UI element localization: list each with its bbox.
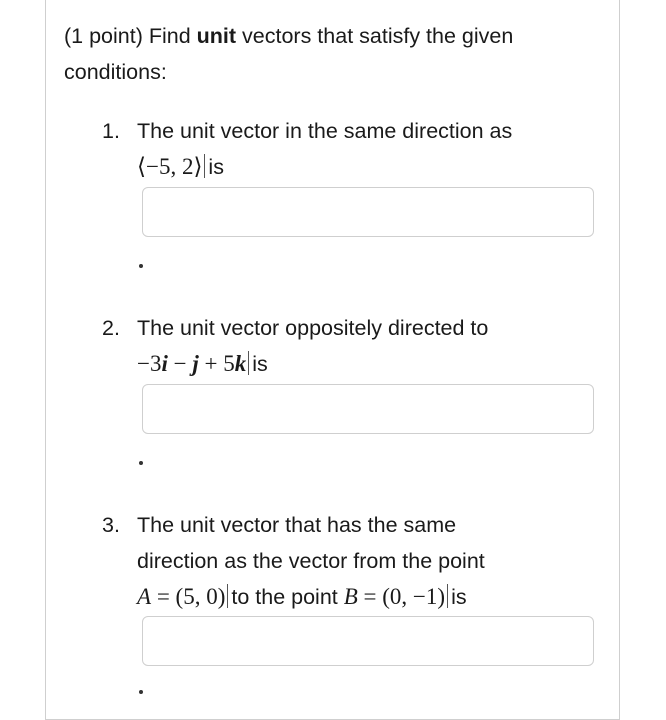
problem-2-text — [137, 310, 607, 382]
period-dot-1 — [139, 264, 143, 268]
problem-3-after: is — [451, 585, 467, 609]
math-minus: − — [167, 351, 193, 376]
answer-3-input[interactable] — [142, 616, 594, 666]
math-point-a-value: = (5, 0) — [151, 584, 226, 609]
problem-1-text — [137, 113, 607, 185]
problem-1-math: ⟨−5, 2⟩ — [137, 154, 203, 179]
problem-2-line2 — [137, 346, 607, 382]
math-coef-3: −3 — [137, 351, 162, 376]
problem-3-line1: The unit vector that has the same — [137, 513, 457, 537]
math-cursor-bar — [447, 584, 448, 608]
math-plus-5: + 5 — [198, 351, 235, 376]
math-cursor-bar — [204, 154, 205, 178]
problem-3-line2: direction as the vector from the point — [137, 549, 485, 573]
problem-3-number: 3. — [102, 513, 120, 537]
problem-3-text — [137, 507, 607, 615]
answer-2-input[interactable] — [142, 384, 594, 434]
period-dot-3 — [139, 690, 143, 694]
problem-1-after: is — [208, 155, 224, 179]
math-vector-j: j — [192, 351, 199, 376]
math-cursor-bar — [248, 351, 249, 375]
problem-3-middle: to the point — [231, 585, 338, 609]
intro-bold-word: unit — [196, 24, 237, 48]
math-point-a-var: A — [137, 584, 152, 609]
problem-2-number: 2. — [102, 316, 120, 340]
period-dot-2 — [139, 461, 143, 465]
answer-1-input[interactable] — [142, 187, 594, 237]
math-point-b-var: B — [343, 584, 358, 609]
problem-2-line1: The unit vector oppositely directed to — [137, 316, 489, 340]
math-point-b-value: = (0, −1) — [357, 584, 446, 609]
problem-intro — [64, 18, 604, 90]
intro-prefix: (1 point) Find — [64, 24, 197, 48]
math-vector-i: i — [161, 351, 168, 376]
problem-3-line3 — [137, 579, 607, 615]
math-vector-k: k — [234, 351, 247, 376]
problem-2-after: is — [252, 352, 268, 376]
intro-suffix: vectors that satisfy the given conditions: — [64, 24, 514, 84]
problem-1-line2 — [137, 149, 607, 185]
problem-1-line1: The unit vector in the same direction as — [137, 119, 513, 143]
problem-1-number: 1. — [102, 119, 120, 143]
math-cursor-bar — [227, 584, 228, 608]
